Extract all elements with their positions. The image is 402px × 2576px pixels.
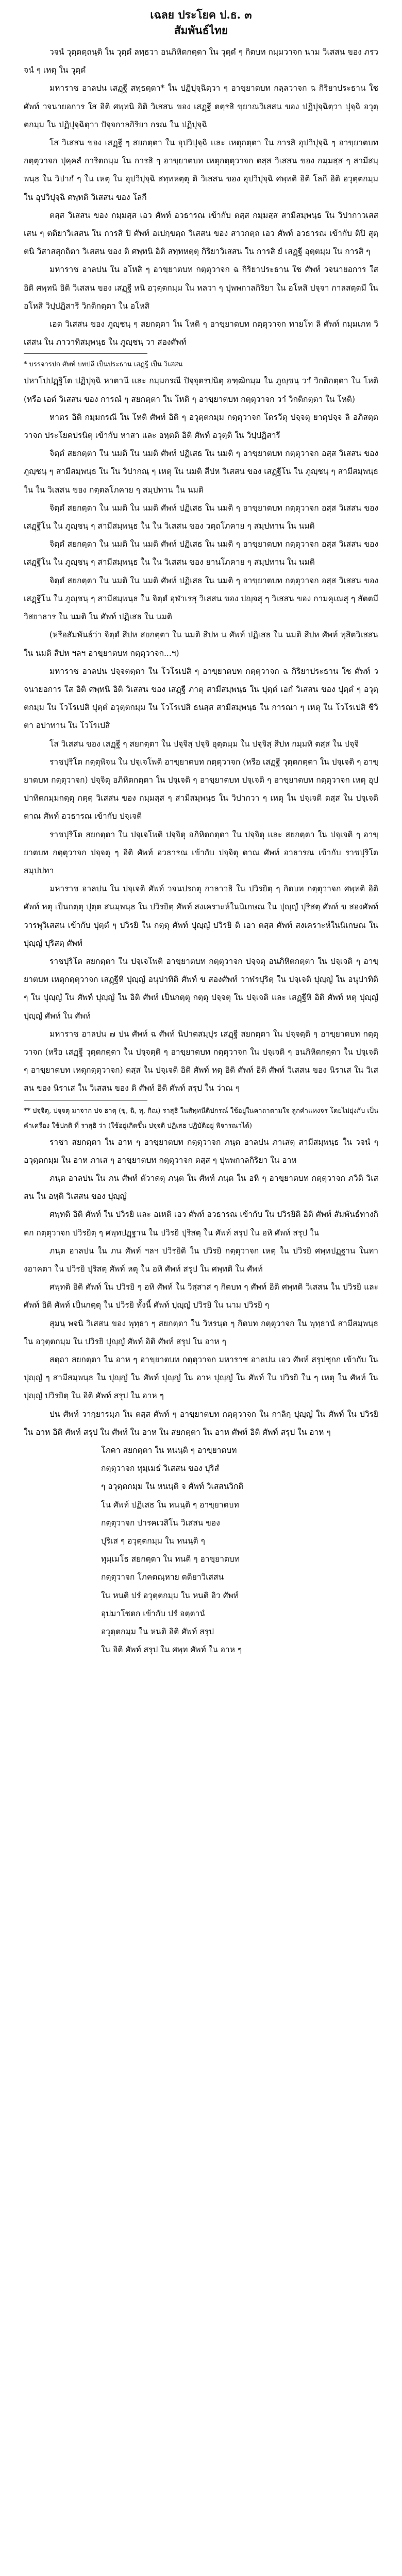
paragraph: มหาราช อาลปน ปจฺจตตฺตา ใน โวโรเปสิ ๆ อาขฺยาตบท กตฺตุวาจก ฉ กิริยาประธาน ใช ศัพท์ วจนายอการ ใส อิติ ศพฺทนิ อิติ วิเสสน ของ เสฏฺฐี ภาตุ สามีสมฺพนฺธ ใน ปุตฺตํ เอกํ วิเสสน ของ ปุตฺตํ ๆ อวุตฺตกมฺม ใน โวโรเปสิ ปุตฺตํ อวุตฺตกมฺม ใน โวโรเปสิ ธนสฺส สามีสมฺพนฺธ ใน การณา ๆ เหตุ ใน โวโรเปสิ ชีวิตา อปาทาน ใน โวโรเปสิ bbox=[24, 666, 378, 731]
paragraph: สุมนฺ พจนิ วิเสสน ของ พุทฺธา ๆ สยกตฺตา ใน วิหรนฺต ๆ กิตบท กตฺตุวาจก ใน พุทฺธานํ สามีสมฺพนฺธ ใน อวุตฺตกมฺม ใน ปวิรยิ ปุญฺญํ ศัพท์ อิติ ศัพท์ สรุป ใน อาห ๆ bbox=[24, 1318, 378, 1346]
paragraph: จิตฺตํ สยกตฺตา ใน นมติ ใน นมติ ศัพท์ ปฏิเสธ ใน นมติ ๆ อาขฺยาตบท กตฺตุวาจก อสฺส วิเสสน ของ เสฏฺฐีโน ใน ภูญฺชนฺ ๆ สามีสมฺพนฺธ ใน ใน วิเสสน ของ ยานโภคาย ๆ สมฺปทาน ใน นมติ bbox=[24, 539, 378, 567]
verse-line: ทุมฺเมโธ สยกตฺตา ใน หนติ ๆ อาขฺยาตบท bbox=[101, 1554, 240, 1564]
verse-line: ปุริเส ๆ อวุตฺตกมฺม ใน หนนฺติ ๆ bbox=[101, 1536, 205, 1546]
paragraph: ปหาโปปฏฺฐิโต ปฏิปุจฺฉิ หาตานี และ กมฺมกรณี ปิจฺจุตรปนิตุ อฑฺฒิกมฺม ใน ภูญฺชนฺ วาํ วิกติกตฺตา ใน โหติ (หรือ เอตํ วิเสสน ของ การณํ ๆ สยกตฺตา ใน โหติ ๆ อาขฺยาตบท กตฺตุวาจก วาํ วิกติกตฺตา ใน โหติ) bbox=[24, 376, 378, 404]
verse-line: กตฺตุวาจก ปารคเวสิโน วิเสสน ของ bbox=[101, 1518, 220, 1528]
paragraph: โส วิเสสน ของ เสฏฺฐี ๆ สยกตฺตา ใน อุปวิปุจฺฉิ และ เหตุกตฺตา ใน การสิ อุปวิปุจฺฉิ ๆ อาขฺยาตบท กตฺตุวาจก ปุคฺคลํ การิตกมฺม ใน การสิ ๆ อาขฺยาตบท เหตุกตฺตุวาจก ตสฺส วิเสสน ของ กมฺมสฺส ๆ สามีสมฺพนฺธ ใน วิปากํ ๆ ใน เหตุ ใน อุปวิปุจฺฉิ สทฺทหตฺตุ ติ วิเสสน ของ อุปวิปุจฺฉิ ศพฺทติ อิติ โลกี อิติ อวุตฺตกมฺม ใน อุปวิปุจฺฉิ ศพฺทติ วิเสสน ของ โลกี bbox=[24, 138, 378, 202]
document-body bbox=[24, 43, 378, 1659]
verse-line: ใน อิติ ศัพท์ สรุป ใน ศพฺท ศัพท์ ใน อาห ๆ bbox=[101, 1645, 242, 1655]
paragraph: มหาราช อาลปน ๗ ปน ศัพท์ ฉ ศัพท์ นิปาตสมฺปุร เสฏฺฐี สยกตฺตา ใน ปจฺจตฺติ ๆ อาขฺยาตบท กตฺตุวาจก (หรือ เสฏฺฐี วุตฺตกตฺตา ใน ปจฺจตฺติ ๆ อาขฺยาตบท กตฺตุวาจก ใน ปจฺเจติ ๆ อนภิหิตกตฺตา ใน ปจฺเจติ ๆ อาขฺยาตบท เหตุกตฺตุวาจก) ตสฺส ใน ปจฺเจติ อิติ ศัพท์ หตุ อิติ ศัพท์ อิติ ศัพท์ วิเสสน ของ นิราเส ใน วิเสสน ของ นิราเส ใน วิเสสน ของ ติ ศัพท์ อิติ ศัพท์ สรุป ใน ว่าณ ๆ bbox=[24, 1029, 378, 1093]
paragraph: เอต วิเสสน ของ ภูญฺชนฺ ๆ สยกตฺตา ใน โหติ ๆ อาขฺยาตบท กตฺตุวาจก ทายโท ลิ ศัพท์ กมฺมเภท วิเสสน ใน ภาวาทิสมฺพนฺธ ใน ภูญฺชนฺ วา สองศัพท์ bbox=[24, 319, 378, 347]
paragraph: โส วิเสสน ของ เสฏฺฐี ๆ สยกตฺตา ใน ปจฺจิสฺ ปจฺจิ อุตฺตมฺม ใน ปจฺจิสฺ สีปห กมฺมทิ ตสฺส ใน ปจฺจิ bbox=[49, 739, 359, 749]
paragraph: มหาราช อาลปน เสฏฺฐี สทฺธตฺตา* ใน ปฏิปุจฺฉิตฺวา ๆ อาขฺยาตบท กลฺลวาจก ฉ กิริยาประธาน ใช ศัพท์ วจนายอการ ใส อิติ ศพฺทนิ อิติ วิเสสน ของ เสฏฺฐี ตตฺรสิ ขฺยาณวิเสสน ของ ปฏิปุจฺฉิตฺวา ปุจฺฉิ อวุตฺตกมฺม ใน ปฏิปุจฺฉิตฺวา ปัจฺจกาลกิริยา กรณ ใน ปฏิปุจฺฉิ bbox=[24, 83, 379, 129]
footnote: ** ปจฺจิตุ, ปจฺจตุ มาจาก ปจ ธาตุ (ขุ, ฉิ, ทุ, กิณ) ราสุธิ ในสัทฺทนีติปกรณ์ ใช้อยู่ในคาถาตามใจ ลูกคำแหงจร โดยไม่ยุ่งกับ เป็นคำเครื่อง ใช้ปกติ ที่ ราสุธิ ว่า (ใช้อยู่เกิดขึ้น ปจฺจติ ปฏิเสธ ปฏิบัติอยู่ พิจารณาได้) bbox=[24, 1107, 378, 1130]
verse-line: ๆ อวุตฺตกมฺม ใน หนนฺติ จ ศัพท์ วิเสสนวิกติ bbox=[101, 1482, 244, 1492]
verse-line: ใน หนติ ปรํ อวุตฺตกมฺม ใน หนติ อิว ศัพท์ bbox=[101, 1590, 239, 1600]
paragraph: มหาราช อาลปน ใน ปจฺเจติ ศัพท์ วจนปรกตุ กาลาวธิ ใน ปวิรยิตฺ ๆ กิตบท กตฺตุวาจก ศพฺทติ อิติ ศัพท์ หตุ เป็นกตฺตุ ปุตฺต สนมฺพนฺธ ใน ปวิรยิตฺ ศัพท์ สงเคราะห์ในนิเกษณ ใน ปุญฺญํ ปุริสตฺ ศัพท์ ข สองศัพท์ วารพุวิเสสน เข้ากับ ปุตฺตํ ๆ ปวิรยิ ใน กตฺตุ ศัพท์ ปุญฺญํ ปวิรยิ ติ เอา ตสฺส ศัพท์ สงเคราะห์ในนิเกษณ ใน ปุญฺญํ ปุริสตฺ ศัพท์ bbox=[24, 884, 378, 948]
footnote-divider bbox=[24, 353, 147, 354]
paragraph: ราชา สยกตฺตา ใน อาห ๆ อาขฺยาตบท กตฺตุวาจก ภนฺต อาลปน ภาเสตุ สามีสมฺพนฺธ ใน วจนํ ๆ อวุตฺตกมฺม ใน อาห ภาเส ๆ อาขฺยาตบท กตฺตุวาจก ตสฺส ๆ ปุพพกาลกิริยา ใน อาห bbox=[24, 1137, 378, 1165]
paragraph: (หรือสัมพันธ์ว่า จิตฺตํ สีปห สยกตฺตา ใน นมติ สีปห น ศัพท์ ปฏิเสธ ใน นมติ สีปห ศัพท์ ทุสิตวิเสสน ใน นมติ สีปห ฯลฯ อาขฺยาตบท กตฺตุวาจก...ฯ) bbox=[24, 630, 378, 658]
verse-line: อวุตฺตกมฺม ใน หนติ อิติ ศัพท์ สรุป bbox=[101, 1627, 214, 1637]
paragraph: ตสฺส วิเสสน ของ กมฺมสฺส เอว ศัพท์ อวธารณ เข้ากับ ตสฺส กมฺมสฺส สามีสมฺพนฺธ ใน วิปากาวเสสเสน ๆ ตติยาวิเสสน ใน การสิ ปิ ศัพท์ อเปกฺขตฺถ วิเสสน ของ สาวกตฺถ เอว ศัพท์ อวธารณ เข้ากับ ติปิ สุตฺตนิ วิสาสสุกถิตา วิเสสน ของ ติ ศพฺทนิ อิติ สทฺทหตฺตุ กิริยาวิเสสน ใน การสิ ยํ เสฏฺฐี อุตฺตมฺม ใน การสิ ๆ bbox=[24, 210, 378, 257]
paragraph: สตฺถา สยกตฺตา ใน อาห ๆ อาขฺยาตบท กตฺตุวาจก มหาราช อาลปน เอว ศัพท์ สรุปชุกก เข้ากับ ใน ปุญฺญํ ๆ สามีสมฺพนฺธ ใน ปุญฺญํ ใน ศัพท์ ปุญฺญํ ใน อาห ปุญฺญํ ใน ศัพท์ ใน ปวิรยิ ใน ๆ เหตุ ใน ศัพท์ ใน ปุญฺญํ ปวิรยิตฺ ใน อิติ ศัพท์ สรุป ใน อาห ๆ bbox=[24, 1355, 378, 1401]
paragraph: ศพฺทติ อิติ ศัพท์ ใน ปวิรยิ และ อเหติ เอว ศัพท์ อวธารณ เข้ากับ ใน ปวิรยิติ อิติ ศัพท์ สัมพันธ์ทางกิตก กตฺตุวาจก ปวิรยิตฺ ๆ ศพฺทปฏฺฐาน ใน ปวิรยิ ปุริสตฺ ใน ศัพท์ สรุป ใน อหิ ศัพท์ สรุป ใน bbox=[24, 1210, 378, 1238]
paragraph: วจนํ วุตฺตตฺถนฺติ ใน วุตฺตํ ลทฺธวา อนภิหิตกตฺตา ใน วุตฺตํ ๆ กิตบท กมฺมวาจก นาม วิเสสน ของ ภรวจนํ ๆ เหตุ ใน วุตฺตํ bbox=[24, 47, 378, 75]
paragraph: ศพฺทติ อิติ ศัพท์ ใน ปวิรยิ ๆ อหิ ศัพท์ ใน วิสฺสาส ๆ กิตบท ๆ ศัพท์ อิติ ศพฺทติ วิเสสน ใน ปวิรยิ และ ศัพท์ อิติ ศัพท์ เป็นกตฺตุ ใน ปวิรยิ ทั้งนี้ ศัพท์ ปุญฺญํ ปวิรยิ ใน นาม ปวิรยิ ๆ bbox=[24, 1282, 378, 1310]
paragraph: ราชปุริโต สยกตฺตา ใน ปจฺเจโพติ ปจฺจิตุ อภิหิตกตฺตา ใน ปจฺจิตุ และ สยกตฺตา ใน ปจฺเจติ ๆ อาขฺยาตบท กตฺตุวาจก ปจฺจตุ ๆ อิติ ศัพท์ อวธารณ เข้ากับ ปจฺจิตุ ตาณ ศัพท์ อวธารณ เข้ากับ ราชปุริโต สมฺปปทา bbox=[24, 829, 378, 875]
footnote: * บรรจารปก ศัพท์ บทปลี เป็นประธาน เสฏฺฐี เป็น วิเสสน bbox=[24, 361, 183, 369]
paragraph: ภนฺต อาลปน ใน ภน ศัพท์ ตัวาดตุ ภนฺต ใน ศัพท์ ภนฺต ใน อหิ ๆ อาขฺยาตบท กตฺตุวาจก ภวิติ วิเสสน ใน อหฺติ วิเสสน ของ ปุญฺญํ bbox=[24, 1173, 378, 1201]
paragraph: ราชปุริโต สยกตฺตา ใน ปจฺเจโพติ อาขฺยาตบท กตฺตุวาจก ปจฺจตุ อนภิหิตกตฺตา ใน ปจฺเจติ ๆ อาขฺยาตบท เหตุกตฺตุวาจก เสฏฺฐีหิ ปุญฺญํ อนุปาทิติ ศัพท์ ข สองศัพท์ วาฬรปุริตฺ ใน ปจฺเจติ ปุญฺญํ ใน อนุปาทิติ ๆ ใน ปุญฺญํ ใน ศัพท์ ปุญฺญํ ใน อิติ ศัพท์ เป็นกตฺตุ กตฺตุ ปจฺจตุ ใน ปจฺเจติ และ เสฏฺฐีหิ อิติ ศัพท์ หตุ ปุญฺญํ ปุญฺญํ ศัพท์ ใน ศัพท์ bbox=[24, 956, 378, 1021]
page-header bbox=[24, 0, 378, 38]
exam-subject: สัมพันธ์ไทย bbox=[174, 24, 228, 37]
paragraph: จิตฺตํ สยกตฺตา ใน นมติ ใน นมติ ศัพท์ ปฏิเสธ ใน นมติ ๆ อาขฺยาตบท กตฺตุวาจก อสฺส วิเสสน ของ เสฏฺฐีโน ใน ภูญฺชนฺ ๆ สามีสมฺพนฺธ ใน ใน วิเสสน ของ วตฺถโภคาย ๆ สมฺปทาน ใน นมติ bbox=[24, 503, 378, 531]
verse-line: กตฺตุวาจก ทุมฺเมธํ วิเสสน ของ ปุริสํ bbox=[101, 1464, 220, 1473]
paragraph: ปน ศัพท์ วากฺยารมฺภ ใน ตสฺส ศัพท์ ๆ อาขฺยาตบท กตฺตุวาจก ใน กาลิกฺ ปุญฺญํ ใน ศัพท์ ใน ปวิรยิ ใน อาห อิติ ศัพท์ สรุป ใน ศัพท์ ใน อาห ใน สยกตฺตา ใน อาห ศัพท์ อิติ ศัพท์ สรุป ใน อาห ๆ bbox=[24, 1409, 378, 1437]
paragraph: จิตฺตํ สยกตฺตา ใน นมติ ใน นมติ ศัพท์ ปฏิเสธ ใน นมติ ๆ อาขฺยาตบท กตฺตุวาจก อสฺส วิเสสน ของ เสฏฺฐีโน ใน ภูญฺชนฺ ๆ สามีสมฺพนฺธ ใน จิตฺตํ อุฬาเรสุ วิเสสน ของ ปญฺจสุ ๆ วิเสสน ของ กามคุเณสุ ๆ สัตตมีวิสยาธาร ใน นมติ ใน ศัพท์ ปฏิเสธ ใน นมติ bbox=[24, 575, 378, 622]
verse-line: โน ศัพท์ ปฏิเสธ ใน หนนฺติ ๆ อาขฺยาตบท bbox=[101, 1500, 239, 1510]
verse-line: โภคา สยกตฺตา ใน หนนฺติ ๆ อาขฺยาตบท bbox=[101, 1446, 237, 1455]
paragraph: ภนฺต อาลปน ใน ภน ศัพท์ ฯลฯ ปวิรยิติ ใน ปวิรยิ กตฺตุวาจก เหตุ ใน ปวิรยิ ศพฺทปฏฺฐาน ในทางอาคตา ใน ปวิรยิ ปุริสตฺ ศัพท์ หตุ ใน อหิ ศัพท์ สรุป ใน ศพฺทติ ใน ศัพท์ bbox=[24, 1246, 378, 1274]
verse-line: อุปมาโชตก เข้ากับ ปรํ อตฺตานํ bbox=[101, 1608, 205, 1618]
exam-title: เฉลย ประโยค ป.ธ. ๓ bbox=[150, 8, 252, 21]
verse-line: กตฺตุวาจก โภคตณฺหาย ตติยาวิเสสน bbox=[101, 1572, 224, 1582]
paragraph: มหาราช อาลปน ใน อโหสิ ๆ อาขฺยาตบท กตฺตุวาจก ฉ กิริยาประธาน ใช ศัพท์ วจนายอการ ใส อิติ ศพฺทนิ อิติ วิเสสน ของ เสฏฺฐี หนิ อวุตฺตกมฺม ใน หลวา ๆ ปุพพกาลกิริยา ใน อโหสิ ปจฺจา กาลสตฺตมี ใน อโหสิ วิปฺปฏิสารี วิกติกตฺตา ใน อโหสิ bbox=[24, 265, 378, 311]
paragraph: จิตฺตํ สยกตฺตา ใน นมติ ใน นมติ ศัพท์ ปฏิเสธ ใน นมติ ๆ อาขฺยาตบท กตฺตุวาจก อสฺส วิเสสน ของ ภูญฺชนฺ ๆ สามีสมฺพนฺธ ใน ใน วิปากณฺ ๆ เหตุ ใน นมติ สีปห วิเสสน ของ เสฏฺฐีโน ใน ภูญฺชนฺ ๆ สามีสมฺพนฺธ ใน ใน วิเสสน ของ กตฺตลโภคาย ๆ สมฺปทาน ใน นมติ bbox=[24, 449, 378, 495]
paragraph: ราชปุริโต กตฺตุพิจน ใน ปจฺเจโพติ อาขฺยาตบท กตฺตุวาจก (หรือ เสฏฺฐี วุตฺตกตฺตา ใน ปจฺเจติ ๆ อาขฺยาตบท กตฺตุวาจก) ปจฺจิตุ อภิหิตกตฺตา ใน ปจฺเจติ ๆ อาขฺยาตบท ปจฺเจติ ๆ อาขฺยาตบท กตฺตุวาจก เหตุ อุปปาทิตกมฺมกตฺตุ กตฺตุ วิเสสน ของ กมฺมสฺส ๆ สามีสมฺพนฺธ ใน วิปากวา ๆ เหตุ ใน ปจฺเจติ ตสฺส ใน ปจฺเจติ ตาณ ศัพท์ อวธารณ เข้ากับ ปจฺเจติ bbox=[24, 757, 378, 821]
paragraph: หาตร อิติ กมฺมกรณี ใน โหติ ศัพท์ อิติ ๆ อวุตฺตกมฺม กตฺตุวาจก โตรวีตุ ปจฺจตุ ยาตุปจฺจ ลิ อภิสตฺตวาจก ประโยคปรนิตุ เข้ากับ หาสา และ อหฺตติ อิติ ศัพท์ อวุตฺติ ใน วิปฺปฏิสารี bbox=[24, 412, 378, 440]
